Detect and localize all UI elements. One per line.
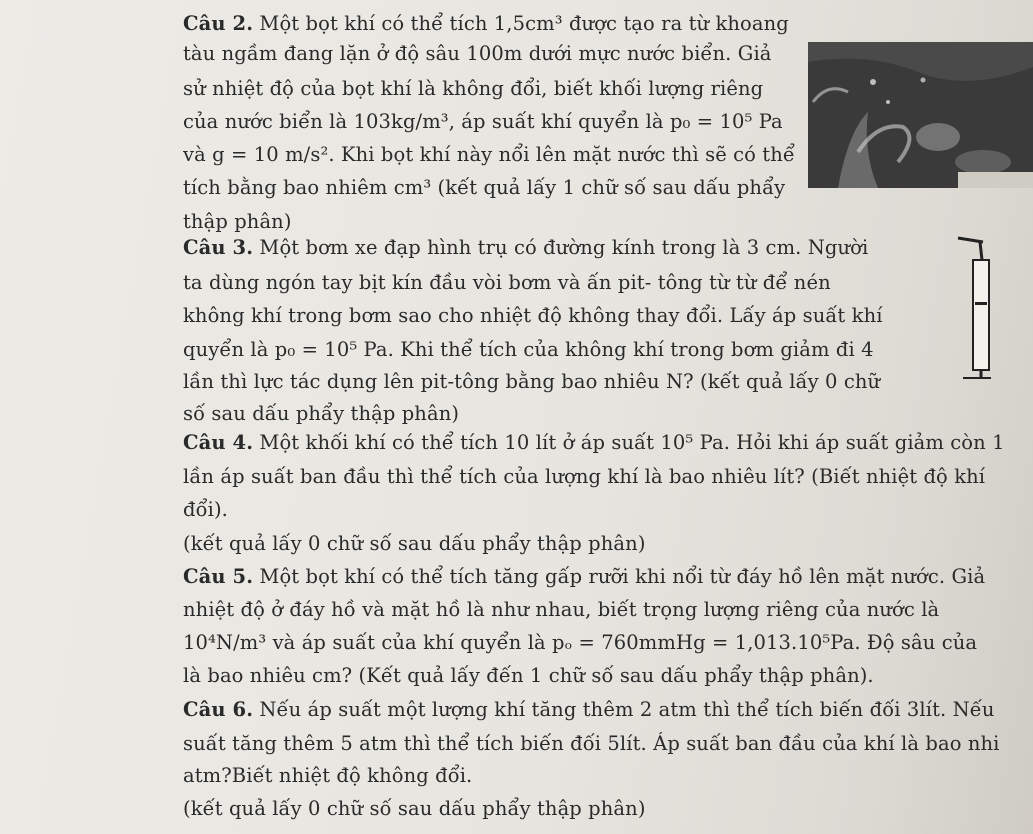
text-line	[183, 110, 808, 134]
text-line	[183, 465, 1033, 489]
line-text: 10⁴N/m³ và áp suất của khí quyển là pₒ = 760mmHg = 1,013.10⁵Pa. Độ sâu của	[183, 631, 978, 654]
line-text: đổi).	[183, 498, 228, 521]
text-line	[183, 565, 1033, 589]
line-text: tích bằng bao nhiêm cm³ (kết quả lấy 1 chữ số sau dấu phẩy	[183, 176, 786, 199]
text-line	[183, 210, 808, 234]
line-text: (kết quả lấy 0 chữ số sau dấu phẩy thập phân)	[183, 797, 646, 820]
text-line	[183, 304, 973, 328]
submarine-bubble-photo	[808, 42, 1033, 188]
text-line	[183, 732, 1033, 756]
text-line	[183, 143, 808, 167]
line-text: lần thì lực tác dụng lên pit-tông bằng bao nhiêu N? (kết quả lấy 0 chữ	[183, 370, 881, 393]
line-text: quyển là p₀ = 10⁵ Pa. Khi thể tích của không khí trong bơm giảm đi 4	[183, 338, 874, 361]
text-line	[183, 42, 808, 66]
text-line	[183, 698, 1033, 722]
text-line	[183, 12, 808, 36]
line-text: và g = 10 m/s². Khi bọt khí này nổi lên mặt nước thì sẽ có thể	[183, 143, 795, 166]
text-line	[183, 370, 973, 394]
line-text: lần áp suất ban đầu thì thể tích của lượng khí là bao nhiêu lít? (Biết nhiệt độ khí	[183, 465, 986, 488]
question-number: Câu 6.	[183, 698, 254, 721]
text-line	[183, 764, 1033, 788]
text-line	[183, 338, 973, 362]
line-text: Một bọt khí có thể tích 1,5cm³ được tạo ra từ khoang	[253, 12, 789, 35]
line-text: Một bọt khí có thể tích tăng gấp rưỡi khi nổi từ đáy hồ lên mặt nước. Giả	[253, 565, 986, 588]
question-number: Câu 2.	[183, 12, 254, 35]
text-line	[183, 498, 1033, 522]
question-number: Câu 5.	[183, 565, 254, 588]
text-line	[183, 176, 808, 200]
text-line	[183, 431, 1033, 455]
question-number: Câu 3.	[183, 236, 254, 259]
line-text: suất tăng thêm 5 atm thì thể tích biến đối 5lít. Áp suất ban đầu của khí là bao nhi	[183, 732, 1000, 755]
text-line	[183, 797, 1033, 821]
line-text: nhiệt độ ở đáy hồ và mặt hồ là như nhau, biết trọng lượng riêng của nước là	[183, 598, 940, 621]
line-text: atm?Biết nhiệt độ không đổi.	[183, 764, 473, 787]
line-text: số sau dấu phẩy thập phân)	[183, 402, 460, 425]
text-line	[183, 77, 808, 101]
text-line	[183, 271, 973, 295]
line-text: là bao nhiêu cm? (Kết quả lấy đến 1 chữ số sau dấu phẩy thập phân).	[183, 664, 874, 687]
line-text: Nếu áp suất một lượng khí tăng thêm 2 atm thì thể tích biến đối 3lít. Nếu	[253, 698, 995, 721]
line-text: thập phân)	[183, 210, 292, 233]
text-line	[183, 402, 973, 426]
line-text: Một bơm xe đạp hình trụ có đường kính trong là 3 cm. Người	[253, 236, 869, 259]
line-text: của nước biển là 103kg/m³, áp suất khí quyển là p₀ = 10⁵ Pa	[183, 110, 783, 133]
text-line	[183, 664, 1033, 688]
line-text: sử nhiệt độ của bọt khí là không đổi, biết khối lượng riêng	[183, 77, 764, 100]
text-line	[183, 236, 973, 260]
line-text: không khí trong bơm sao cho nhiệt độ không thay đổi. Lấy áp suất khí	[183, 304, 883, 327]
line-text: ta dùng ngón tay bịt kín đầu vòi bơm và ấn pit- tông từ từ để nén	[183, 271, 831, 294]
line-text: tàu ngầm đang lặn ở độ sâu 100m dưới mực nước biển. Giả	[183, 42, 772, 65]
line-text: (kết quả lấy 0 chữ số sau dấu phẩy thập phân)	[183, 532, 646, 555]
text-line	[183, 532, 1033, 556]
text-line	[183, 631, 1033, 655]
line-text: Một khối khí có thể tích 10 lít ở áp suất 10⁵ Pa. Hỏi khi áp suất giảm còn 1	[253, 431, 1005, 454]
question-number: Câu 4.	[183, 431, 254, 454]
text-line	[183, 598, 1033, 622]
